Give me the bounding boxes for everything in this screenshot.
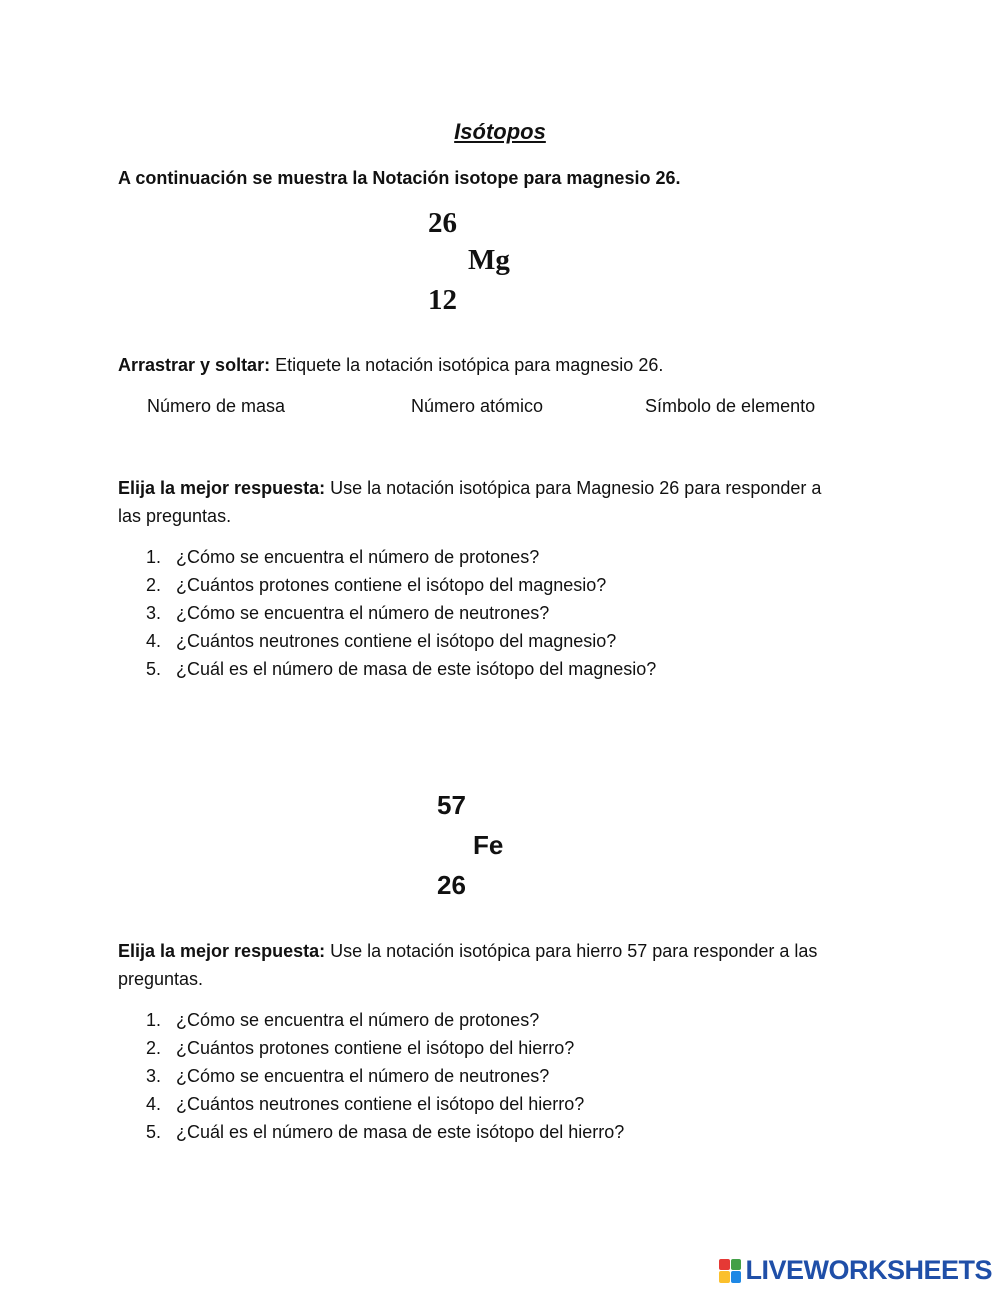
list-item[interactable]: [146, 655, 656, 683]
question-text: ¿Cuántos protones contiene el isótopo del hierro?: [176, 1038, 575, 1058]
fe-instruction: [118, 937, 817, 993]
fe-mass-number: 57: [437, 790, 466, 820]
mg-element-symbol: Mg: [468, 244, 510, 276]
mg-atomic-number: 12: [428, 284, 457, 316]
drag-drop-instruction: [118, 351, 663, 379]
question-number: 5.: [146, 1122, 162, 1142]
mg-mass-number: 26: [428, 207, 457, 239]
question-text: ¿Cuántos neutrones contiene el isótopo del magnesio?: [176, 631, 617, 651]
logo-text: LIVEWORKSHEETS: [745, 1255, 992, 1285]
question-number: 1.: [146, 1010, 162, 1030]
question-number: 4.: [146, 631, 162, 651]
list-item[interactable]: [146, 1034, 624, 1062]
mg-instruction: [118, 474, 821, 530]
mg-instruction-label: Elija la mejor respuesta:: [118, 478, 326, 498]
question-text: ¿Cuál es el número de masa de este isótopo del magnesio?: [176, 659, 657, 679]
question-text: ¿Cómo se encuentra el número de protones?: [176, 547, 540, 567]
intro-text: A continuación se muestra la Notación isotope para magnesio 26.: [118, 168, 681, 188]
badge-cell: [731, 1271, 742, 1283]
page-title: Isótopos: [454, 119, 546, 144]
question-number: 3.: [146, 603, 162, 623]
question-text: ¿Cómo se encuentra el número de protones?: [176, 1010, 540, 1030]
fe-atomic-number: 26: [437, 870, 466, 900]
mg-instruction-text: Use la notación isotópica para Magnesio 26 para responder a: [325, 478, 822, 498]
question-number: 3.: [146, 1066, 162, 1086]
list-item[interactable]: [146, 571, 656, 599]
question-text: ¿Cómo se encuentra el número de neutrones?: [176, 603, 550, 623]
fe-question-list: [146, 1006, 624, 1146]
badge-cell: [731, 1259, 742, 1271]
question-number: 1.: [146, 547, 162, 567]
list-item[interactable]: [146, 1118, 624, 1146]
liveworksheets-badge-icon: [719, 1259, 741, 1283]
list-item[interactable]: [146, 543, 656, 571]
drag-option-element-symbol[interactable]: Símbolo de elemento: [645, 396, 816, 416]
drag-option-mass-number[interactable]: Número de masa: [147, 396, 286, 416]
question-number: 2.: [146, 575, 162, 595]
list-item[interactable]: [146, 1006, 624, 1034]
drag-option-atomic-number[interactable]: Número atómico: [411, 396, 544, 416]
mg-question-list: [146, 543, 656, 683]
fe-instruction-text: Use la notación isotópica para hierro 57 para responder a las: [325, 941, 818, 961]
fe-instruction-text-line2: preguntas.: [118, 969, 204, 989]
question-number: 2.: [146, 1038, 162, 1058]
mg-instruction-text-line2: las preguntas.: [118, 506, 232, 526]
list-item[interactable]: [146, 1062, 624, 1090]
question-number: 5.: [146, 659, 162, 679]
badge-cell: [719, 1271, 730, 1283]
list-item[interactable]: [146, 1090, 624, 1118]
drag-drop-text: Etiquete la notación isotópica para magnesio 26.: [270, 355, 664, 375]
question-text: ¿Cuántos protones contiene el isótopo del magnesio?: [176, 575, 607, 595]
fe-instruction-label: Elija la mejor respuesta:: [118, 941, 326, 961]
question-number: 4.: [146, 1094, 162, 1114]
list-item[interactable]: [146, 627, 656, 655]
drag-drop-label: Arrastrar y soltar:: [118, 355, 271, 375]
question-text: ¿Cuál es el número de masa de este isótopo del hierro?: [176, 1122, 625, 1142]
list-item[interactable]: [146, 599, 656, 627]
question-text: ¿Cómo se encuentra el número de neutrones?: [176, 1066, 550, 1086]
question-text: ¿Cuántos neutrones contiene el isótopo del hierro?: [176, 1094, 585, 1114]
fe-element-symbol: Fe: [473, 830, 504, 860]
liveworksheets-logo: [719, 1255, 992, 1286]
badge-cell: [719, 1259, 730, 1271]
